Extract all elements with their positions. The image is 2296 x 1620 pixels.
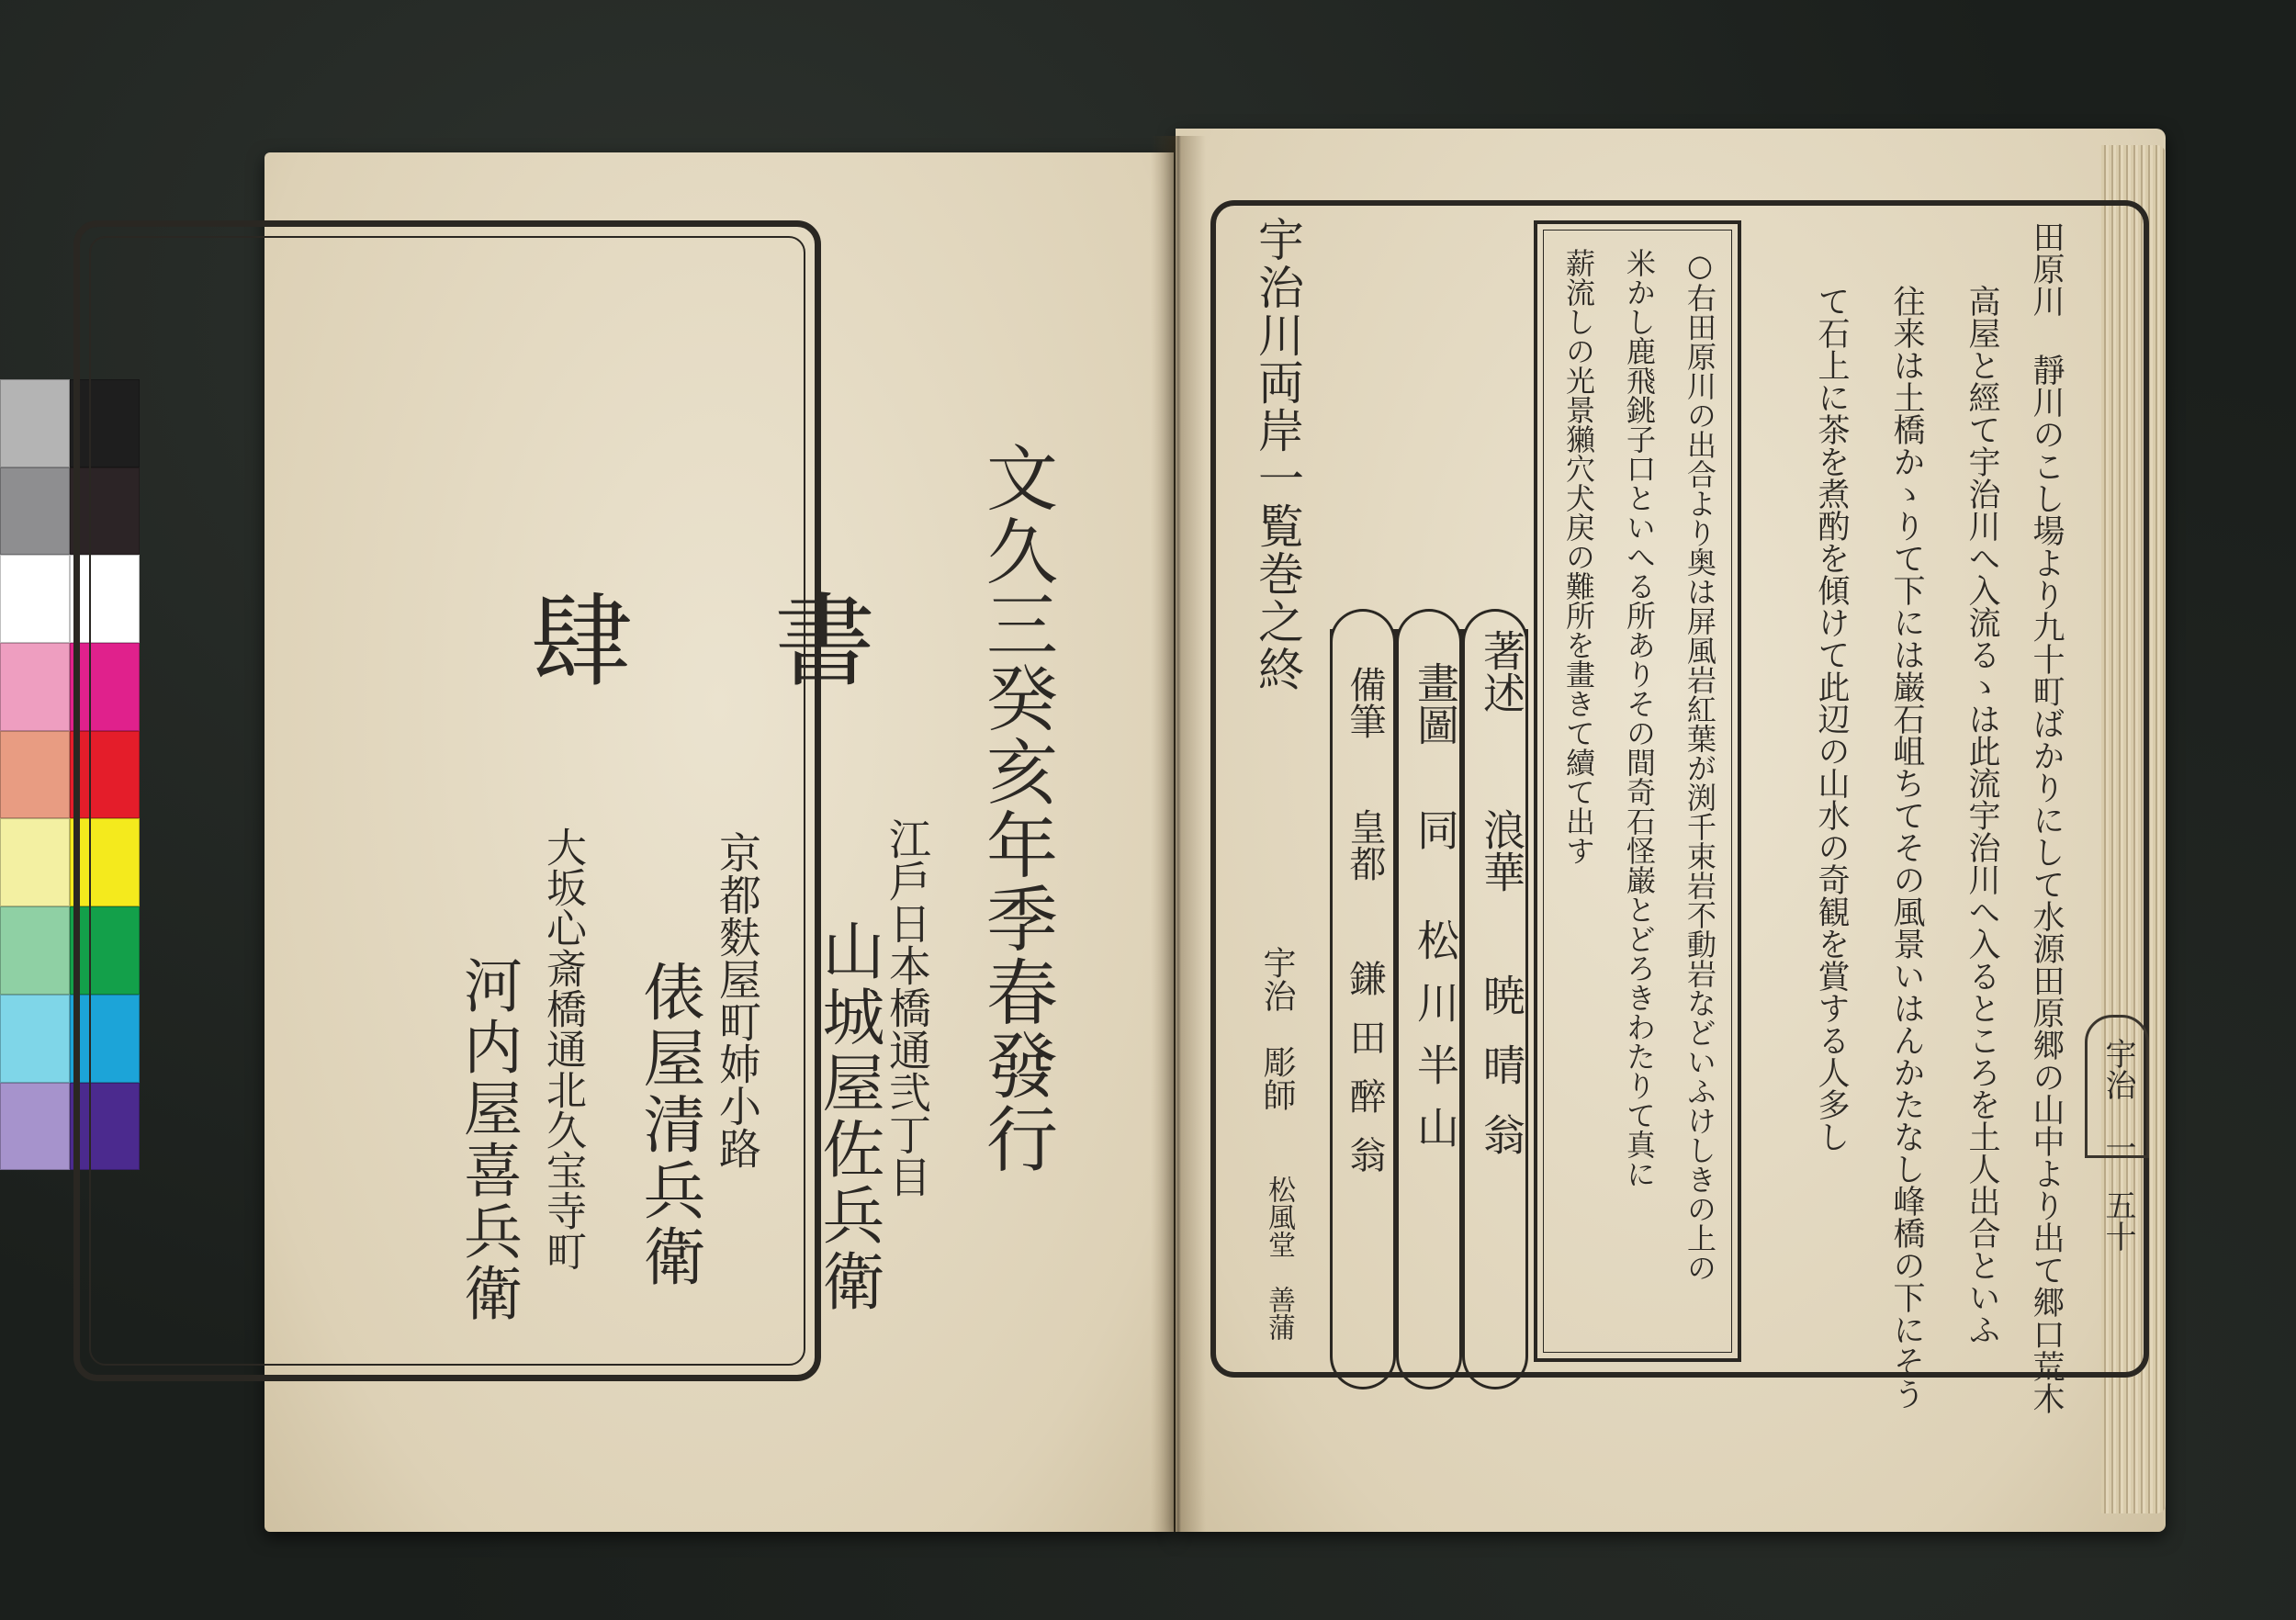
color-swatch: [0, 731, 70, 819]
color-swatch: [0, 379, 70, 467]
credit-place-author: 浪華: [1477, 808, 1526, 893]
color-swatch: [0, 1083, 70, 1171]
credit-name-author: 暁晴翁: [1477, 973, 1526, 1183]
color-swatch: [0, 643, 70, 731]
engraver-credit: 宇治 彫師: [1258, 946, 1296, 1111]
side-tab-text: 宇治 一: [2099, 1038, 2136, 1163]
boxed-text-line-2: 米かし鹿飛銚子口といへる所ありその間奇石怪巌とどろきわたりて真に: [1622, 248, 1657, 1188]
publisher-2-address: 京都麩屋町姉小路: [713, 831, 762, 1169]
color-swatch: [0, 555, 70, 643]
main-text-line-1: 田原川 靜川のこし場より九十町ばかりにして水源田原郷の山中より出て郷口荒木: [2028, 220, 2065, 1414]
credit-role-illustrator: 畫圖: [1411, 661, 1460, 746]
main-text-line-4: て石上に茶を煮酌を傾けて此辺の山水の奇観を賞する人多し: [1813, 285, 1850, 1153]
folio-number: 五十: [2099, 1189, 2136, 1252]
publisher-2-name: 俵屋清兵衛: [633, 960, 705, 1290]
publisher-3-address: 大坂心斎橋通北久宝寺町: [539, 827, 586, 1271]
colophon-title-char-2: 肆: [514, 588, 632, 689]
credit-role-author: 著述: [1477, 629, 1526, 714]
boxed-text-line-1: ○右田原川の出合より奥は屏風岩紅葉が渕千束岩不動岩などいふけしきの上の: [1683, 248, 1717, 1282]
seal-inscription: 松風堂 善蒲: [1263, 1176, 1295, 1341]
colophon-date: 文久三癸亥年季春發行: [974, 441, 1057, 1176]
credit-name-illustrator: 松川半山: [1411, 918, 1460, 1168]
boxed-text-line-3: 薪流しの光景獺穴犬戻の難所を畫きて續て出す: [1561, 248, 1596, 865]
credit-name-scribe: 鎌田醉翁: [1344, 960, 1386, 1195]
publisher-1-name: 山城屋佐兵衛: [812, 918, 884, 1315]
main-text-line-3: 往来は土橋かゝりて下には巌石岨ちてその風景いはんかたなし峰橋の下にそう: [1888, 285, 1925, 1410]
book-gutter: [1151, 136, 1206, 1532]
volume-end-title: 宇治川両岸一覧巻之終: [1251, 216, 1304, 693]
color-swatch: [0, 995, 70, 1083]
color-swatch: [0, 818, 70, 906]
credit-place-scribe: 皇都: [1344, 808, 1386, 882]
publisher-1-address: 江戶日本橋通弐丁目: [883, 817, 932, 1198]
color-swatch: [0, 906, 70, 995]
colophon-title-char-1: 書: [758, 588, 875, 689]
publisher-3-name: 河内屋喜兵衛: [454, 955, 522, 1324]
credit-role-scribe: 備筆: [1344, 666, 1386, 739]
credit-place-illustrator: 同: [1411, 808, 1460, 850]
main-text-line-2: 高屋と經て宇治川へ入流るゝは此流宇治川へ入るところを土人出合といふ: [1964, 285, 2000, 1345]
color-swatch: [0, 467, 70, 556]
